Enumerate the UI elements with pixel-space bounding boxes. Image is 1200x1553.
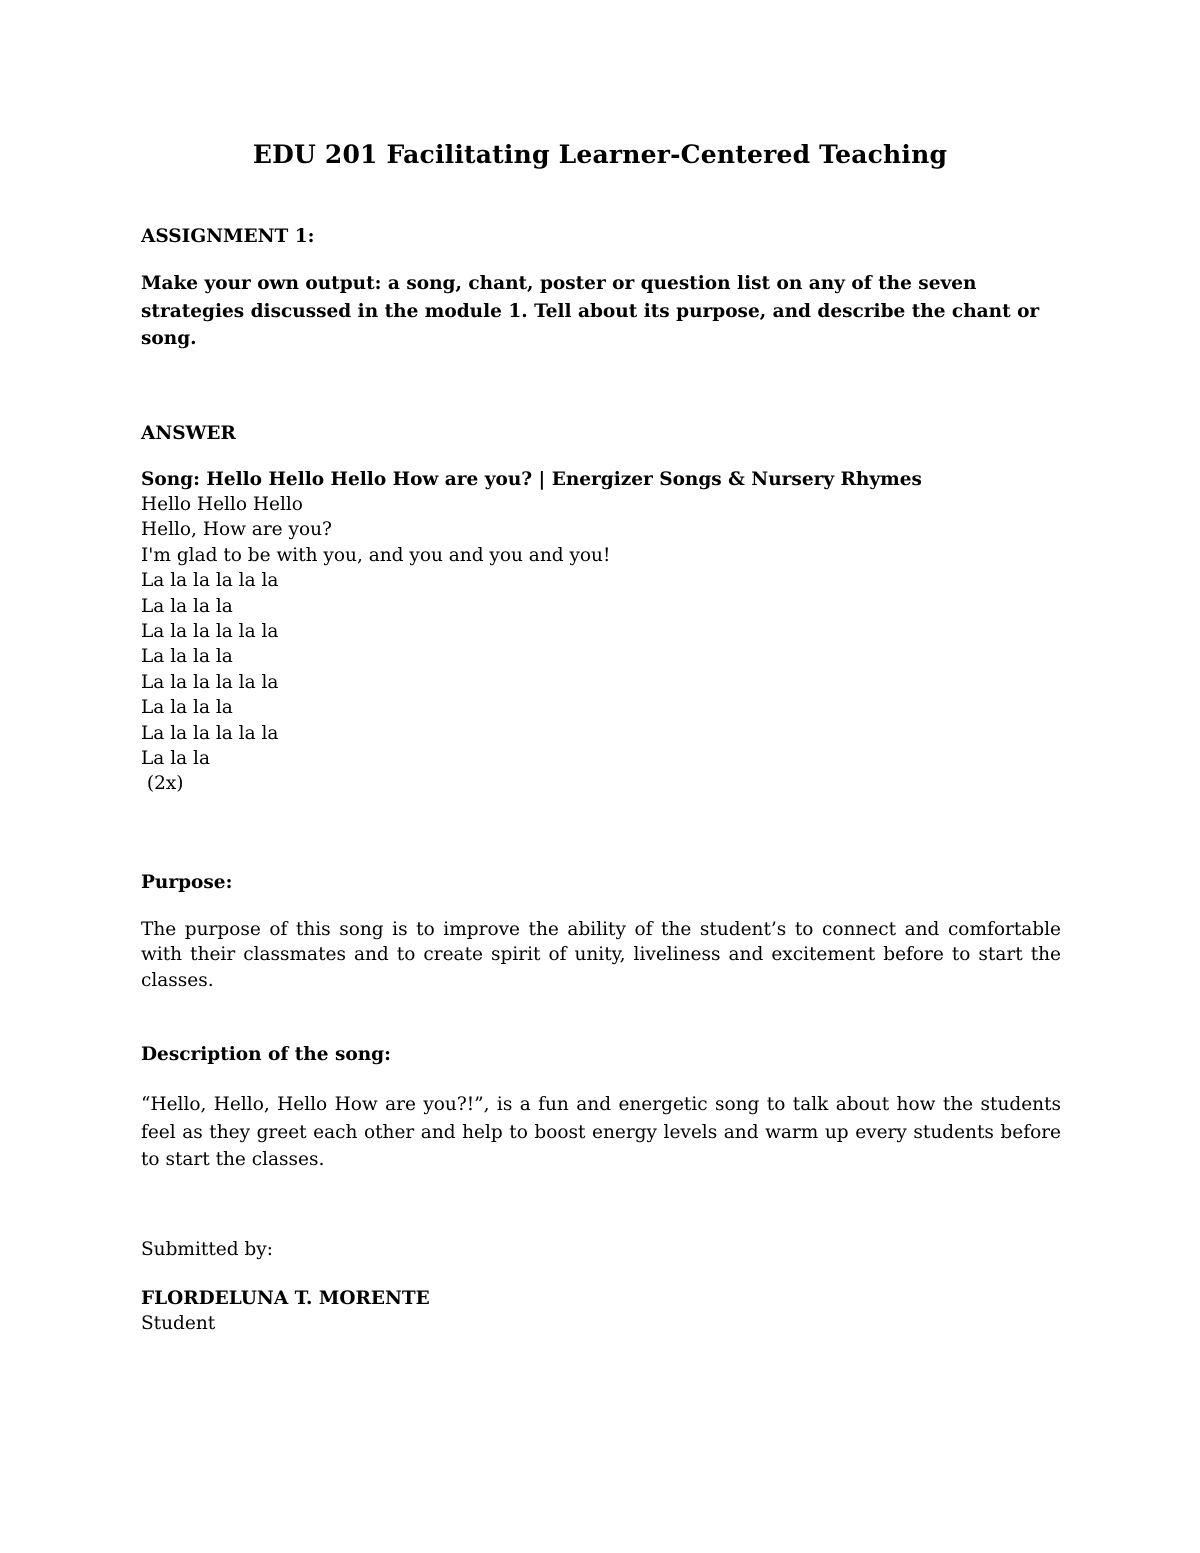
lyric-line: La la la la la la xyxy=(141,671,279,693)
student-role: Student xyxy=(141,1312,216,1334)
purpose-text: The purpose of this song is to improve the ability of the student’s to connect and comfortable with their classmates and to create spirit of unity, liveliness and excitement before to start the classes. xyxy=(141,918,1061,991)
description-label: Description of the song: xyxy=(141,1044,391,1066)
lyric-line: La la la la la la xyxy=(141,620,279,642)
purpose-label: Purpose: xyxy=(141,871,233,893)
description-text: “Hello, Hello, Hello How are you?!”, is a fun and energetic song to talk about how the students feel as they greet each other and help to boost energy levels and warm up every students before to start the classes. xyxy=(141,1094,1061,1171)
document-body xyxy=(141,222,1061,1336)
lyric-line: La la la la xyxy=(141,595,233,617)
lyric-line: La la la xyxy=(141,747,210,769)
lyric-line: La la la la xyxy=(141,646,233,668)
assignment-label: ASSIGNMENT 1: xyxy=(141,226,315,247)
lyric-line: Hello, How are you? xyxy=(141,519,332,541)
assignment-instructions: Make your own output: a song, chant, poster or question list on any of the seven strategies discussed in the module 1. Tell about its purpose, and describe the chant or song. xyxy=(141,273,1040,349)
lyric-line: I'm glad to be with you, and you and you and you! xyxy=(141,544,611,566)
song-title: Song: Hello Hello Hello How are you? | Energizer Songs & Nursery Rhymes xyxy=(141,468,922,490)
lyric-line: La la la la xyxy=(141,697,233,719)
lyric-line: Hello Hello Hello xyxy=(141,493,303,515)
song-lyrics xyxy=(141,492,1061,797)
lyric-line: La la la la la la xyxy=(141,722,279,744)
lyric-line: La la la la la la xyxy=(141,570,279,592)
submitted-by-label: Submitted by: xyxy=(141,1238,273,1260)
lyric-repeat-note: (2x) xyxy=(141,773,184,795)
document-title: EDU 201 Facilitating Learner-Centered Teaching xyxy=(252,140,948,169)
answer-label: ANSWER xyxy=(141,422,236,444)
student-name: FLORDELUNA T. MORENTE xyxy=(141,1287,430,1309)
